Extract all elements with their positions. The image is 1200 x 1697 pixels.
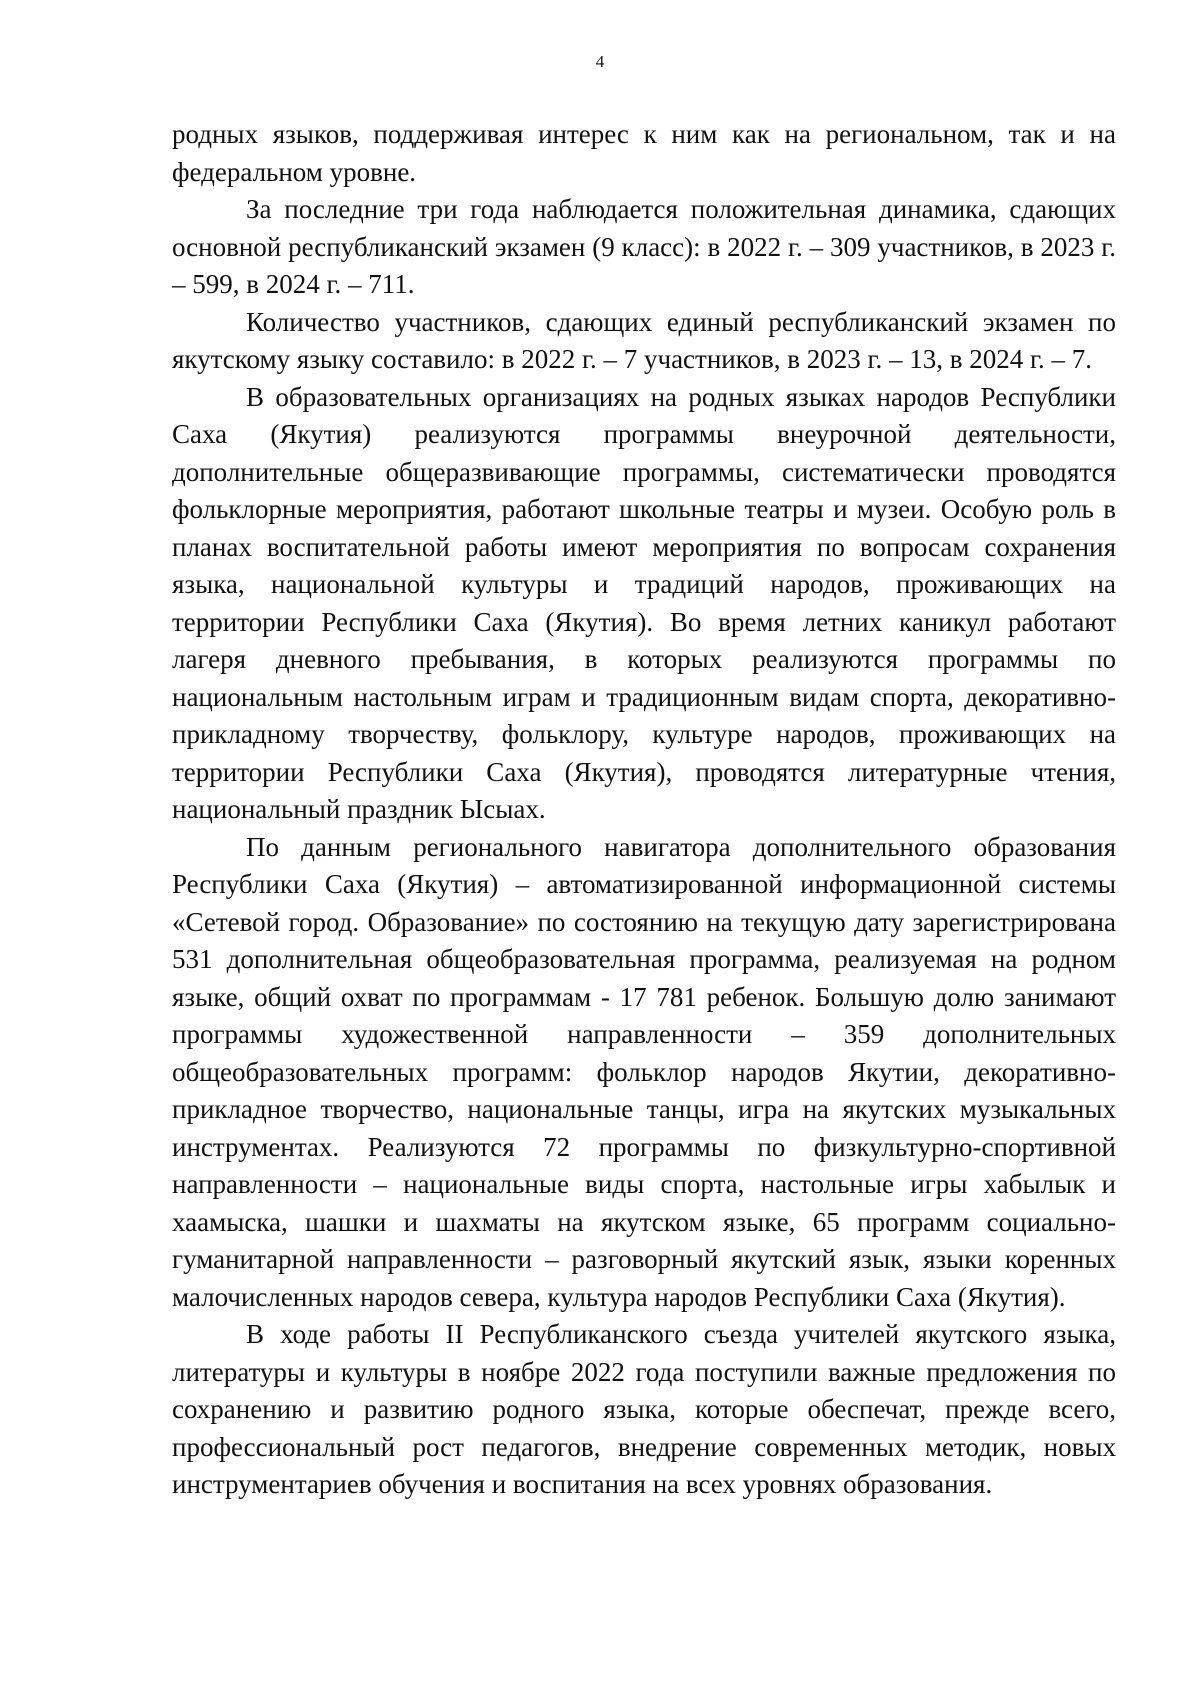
- paragraph-educational-organizations: В образовательных организациях на родных языках народов Республики Саха (Якутия) реализуются программы внеурочной деятельности, дополнительные общеразвивающие программы, систематически проводятся фольклорные мероприятия, работают школьные театры и музеи. Особую роль в планах воспитательной работы имеют мероприятия по вопросам сохранения языка, национальной культуры и традиций народов, проживающих на территории Республики Саха (Якутия). Во время летних каникул работают лагеря дневного пребывания, в которых реализуются программы по национальным настольным играм и традиционным видам спорта, декоративно-прикладному творчеству, фольклору, культуре народов, проживающих на территории Республики Саха (Якутия), проводятся литературные чтения, национальный праздник Ысыах.: [172, 381, 1116, 824]
- paragraph-continuation: родных языков, поддерживая интерес к ним как на региональном, так и на федеральном уровне.: [172, 119, 1116, 187]
- paragraph-basic-exam: За последние три года наблюдается положительная динамика, сдающих основной республиканский экзамен (9 класс): в 2022 г. – 309 участников, в 2023 г. – 599, в 2024 г. – 711.: [172, 194, 1116, 299]
- document-body: [172, 116, 1116, 1504]
- page-number: 4: [595, 52, 605, 71]
- paragraph-regional-navigator: По данным регионального навигатора дополнительного образования Республики Саха (Якутия) – автоматизированной информационной системы «Сетевой город. Образование» по состоянию на текущую дату зарегистрирована 531 дополнительная общеобразовательная программа, реализуемая на родном языке, общий охват по программам - 17 781 ребенок. Большую долю занимают программы художественной направленности – 359 дополнительных общеобразовательных программ: фольклор народов Якутии, декоративно-прикладное творчество, национальные танцы, игра на якутских музыкальных инструментах. Реализуются 72 программы по физкультурно-спортивной направленности – национальные виды спорта, настольные игры хабылык и хаамыска, шашки и шахматы на якутском языке, 65 программ социально-гуманитарной направленности – разговорный якутский язык, языки коренных малочисленных народов севера, культура народов Республики Саха (Якутия).: [172, 831, 1116, 1312]
- paragraph-teachers-congress: В ходе работы II Республиканского съезда учителей якутского языка, литературы и культуры в ноябре 2022 года поступили важные предложения по сохранению и развитию родного языка, которые обеспечат, прежде всего, профессиональный рост педагогов, внедрение современных методик, новых инструментариев обучения и воспитания на всех уровнях образования.: [172, 1319, 1116, 1499]
- paragraph-unified-exam: Количество участников, сдающих единый республиканский экзамен по якутскому языку составило: в 2022 г. – 7 участников, в 2023 г. – 13, в 2024 г. – 7.: [172, 306, 1116, 374]
